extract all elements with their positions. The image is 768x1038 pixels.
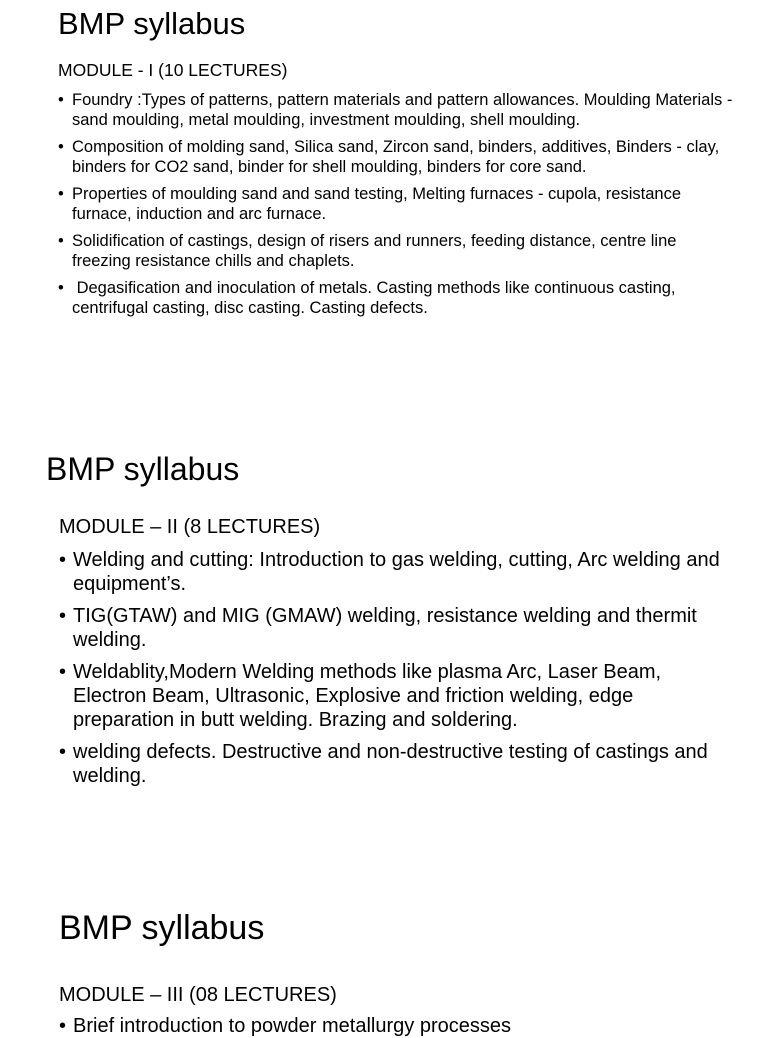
slide-title: BMP syllabus — [58, 6, 246, 41]
bullet-item: • Brief introduction to powder metallurgy processes — [59, 1014, 739, 1038]
bullet-item: • welding defects. Destructive and non-destructive testing of castings and welding. — [59, 740, 739, 788]
slide-module-1 — [0, 0, 768, 420]
bullet-item: • Properties of moulding sand and sand testing, Melting furnaces - cupola, resistance furnace, induction and arc furnace. — [58, 184, 738, 225]
bullet-item: • Welding and cutting: Introduction to gas welding, cutting, Arc welding and equipment’s. — [59, 548, 739, 596]
bullet-list — [59, 548, 739, 796]
module-heading: MODULE – II (8 LECTURES) — [59, 516, 321, 538]
module-heading: MODULE - I (10 LECTURES) — [58, 60, 288, 80]
module-heading: MODULE – III (08 LECTURES) — [59, 984, 337, 1006]
bullet-item: • Composition of molding sand, Silica sand, Zircon sand, binders, additives, Binders - clay, binders for CO2 sand, binder for shell moulding, binders for core sand. — [58, 137, 738, 178]
bullet-list — [58, 90, 738, 325]
bullet-item: • Solidification of castings, design of risers and runners, feeding distance, centre line freezing resistance chills and chaplets. — [58, 231, 738, 272]
bullet-item: • Degasification and inoculation of metals. Casting methods like continuous casting, centrifugal casting, disc casting. Casting defects. — [58, 278, 738, 319]
bullet-item: • TIG(GTAW) and MIG (GMAW) welding, resistance welding and thermit welding. — [59, 604, 739, 652]
bullet-item: • Foundry :Types of patterns, pattern materials and pattern allowances. Moulding Materials -sand moulding, metal moulding, investment moulding, shell moulding. — [58, 90, 738, 131]
slide-module-2 — [0, 440, 768, 880]
slide-module-3 — [0, 900, 768, 1037]
slide-title: BMP syllabus — [59, 909, 265, 947]
slide-title: BMP syllabus — [46, 451, 240, 487]
bullet-list — [59, 1014, 739, 1038]
bullet-item: • Weldablity,Modern Welding methods like plasma Arc, Laser Beam, Electron Beam, Ultrasonic, Explosive and friction welding, edge preparation in butt welding. Brazing and soldering. — [59, 660, 739, 732]
